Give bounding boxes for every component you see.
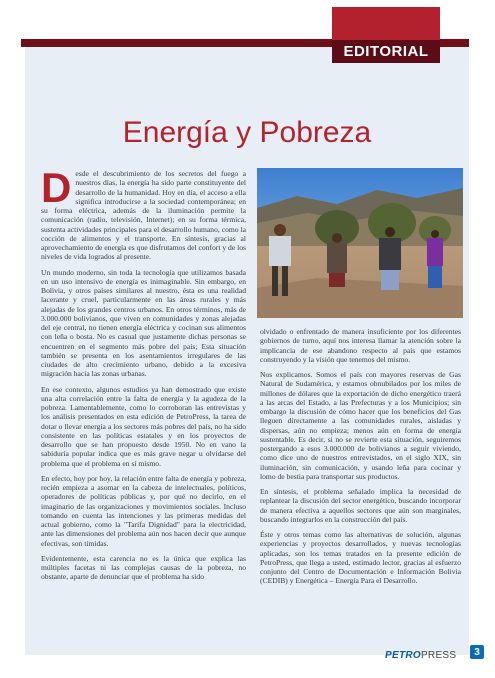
section-tab-top [332, 7, 440, 40]
logo-part-1: PETRO [385, 650, 421, 661]
logo-part-2: PRESS [420, 650, 457, 661]
paragraph: En ese contexto, algunos estudios ya han demostrado que existe una alta correlación entre la falta de energía y la agudeza de la pobreza. Lamentablemente, como lo corroboran las entrevistas y los análisis presentados en esta edición de PetroPress, la tarea de dotar o llevar energía a los sectores más pobres del país, no ha sido consistente en las políticas estatales y en los proyectos de desarrollo que se han propuesto desde 1950. No en vano la sabiduría popular indica que es más grave negar u olvidarse del problema que el problema en sí mismo. [41, 384, 246, 468]
paragraph: En efecto, hoy por hoy, la relación entre falta de energía y pobreza, recién empieza a asomar en la cabeza de intelectuales, políticos, operadores de políticas públicas y, por qué no decirlo, en el imaginario de las organizaciones y movimientos sociales. Incluso tomando en cuenta las intenciones y las primeras medidas del actual gobierno, como la "Tarifa Dignidad" para la electricidad, ante las dimensiones del problema aún nos hacen decir que aunque efectivas, son tímidas. [41, 473, 246, 548]
page-number: 3 [470, 645, 484, 659]
paragraph: Nos explicamos. Somos el país con mayores reservas de Gas Natural de Sudamérica, y estamos obnubilados por los miles de millones de dólares que la exportación de dicho energético traerá a las arcas del Estado, a las Prefecturas y a los Municipios; sin embargo la discusión de cómo hacer que los beneficios del Gas lleguen directamente a las comunidades rurales, aisladas y dispersas, aún no empieza; menos aún en forma de energía sustentable. Es decir, si no se revierte esta situación, seguiremos postergando a esos 3.000.000 de bolivianos a seguir viviendo, como dice uno de nuestros entrevistados, en el siglo XIX, sin iluminación, sin comunicación, y usando leña para cocinar y lomo de bestia para transportar sus productos. [260, 370, 461, 481]
paragraph: En síntesis, el problema señalado implica la necesidad de replantear la discusión del sector energético, buscando incorporar de manera efectiva a aquellos sectores que aún son marginales, buscando integrarlos en la construcción del país. [260, 487, 461, 524]
paragraph: Evidentemente, esta carencia no es la única que explica las múltiples facetas ni las complejas causas de la pobreza, no obstante, aparte de denunciar que el problema ha sido [41, 553, 246, 582]
paragraph: Un mundo moderno, sin toda la tecnología que utilizamos basada en un uso intensivo de energía es inimaginable. Sin embargo, en Bolivia, y otros países similares al nuestro, ésta es una realidad lacerante y cruel, particularmente en las áreas rurales y más alejadas de los grandes centros urbanos. En otros términos, más de 3.000.000 bolivianos, que viven en comunidades y zonas alejadas del eje central, no tienen energía eléctrica y cocinan sus alimentos con leña o bosta. No es casual que justamente dichas personas se encuentren en el segmento más pobre del país; Esta situación también se presenta en los asentamientos irregulares de las ciudades de alto crecimiento urbano, debido a la excesiva migración hacia las zonas urbanas. [41, 267, 246, 379]
paragraph: Éste y otros temas como las alternativas de solución, algunas experiencias y proyectos desarrollados, y nuevas tecnologías aplicadas, son los temas tratados en la presente edición de PetroPress, que llega a usted, estimado lector, gracias al esfuerzo conjunto del Centro de Documentación e Información Bolivia (CEDIB) y Energética – Energía Para el Desarrollo. [260, 530, 461, 586]
petropress-logo [385, 650, 456, 661]
right-column [260, 327, 461, 592]
paragraph-text: esde el descubrimiento de los secretos del fuego a nuestros días, la energía ha sido parte constituyente del desarrollo de la humanidad. Hoy en día, el acceso a ella significa introducirse a la sociedad contemporánea; en su forma eléctrica, además de la iluminación permite la comunicación (radio, televisión, Internet); en su forma térmica, sustenta actividades principales para el desarrollo humano, como la cocción de alimentos y el transporte. En síntesis, gracias al aprovechamiento de energía es que disfrutamos del confort y de los niveles de vida logrados al presente. [41, 169, 246, 262]
section-label: EDITORIAL [343, 43, 429, 60]
article-title: Energía y Pobreza [122, 116, 372, 150]
section-tab [332, 40, 440, 63]
left-column [41, 164, 246, 588]
dropcap: D [41, 164, 72, 211]
photo-illustration [257, 168, 463, 318]
article-photo [257, 168, 463, 318]
paragraph: olvidado o enfrentado de manera insuficiente por los diferentes gobiernos de turno, aquí nos interesa llamar la atención sobre la implicancia de ese abandono respecto al país que estamos construyendo y la visión que tenemos del mismo. [260, 327, 461, 364]
paragraph [41, 164, 246, 262]
